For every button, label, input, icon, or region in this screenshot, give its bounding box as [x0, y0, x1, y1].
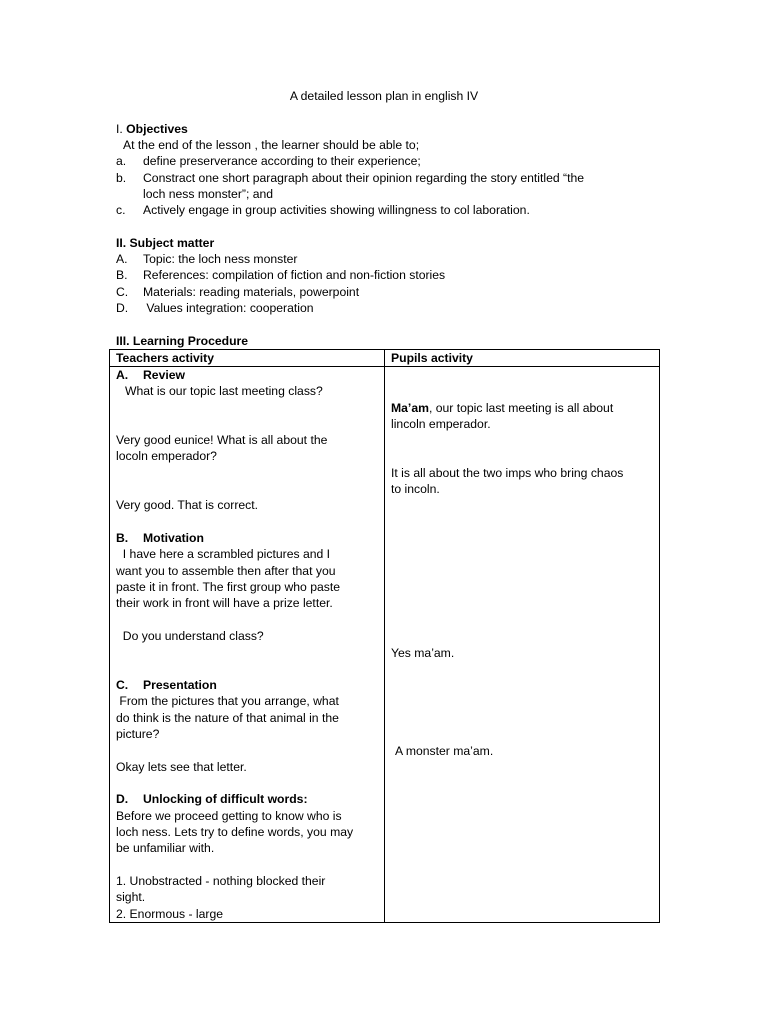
objective-text: Actively engage in group activities showing willingness to col laboration.: [143, 203, 530, 217]
unlocking-heading: Unlocking of difficult words:: [143, 792, 308, 806]
pupil-answer: to incoln.: [391, 482, 440, 496]
objective-marker: a.: [116, 154, 127, 168]
objective-text: Constract one short paragraph about their opinion regarding the story entitled “the: [143, 171, 585, 185]
teacher-text: Very good eunice! What is all about the: [116, 433, 328, 447]
vocabulary-item: 1. Unobstracted - nothing blocked their: [116, 874, 326, 888]
teacher-cell: [110, 367, 385, 923]
subject-text: Topic: the loch ness monster: [143, 252, 298, 266]
objectives-heading-text: Objectives: [126, 122, 188, 136]
teacher-column-header: Teachers activity: [116, 351, 215, 365]
unlocking-marker: D.: [116, 792, 129, 806]
teacher-text: be unfamiliar with.: [116, 841, 215, 855]
vocabulary-item: 2. Enormous - large: [116, 907, 224, 921]
pupil-answer-bold: Ma’am: [391, 401, 429, 415]
motivation-marker: B.: [116, 531, 129, 545]
objective-marker: c.: [116, 203, 126, 217]
teacher-text: their work in front will have a prize letter.: [116, 596, 333, 610]
table-header-cell: [110, 350, 385, 367]
subject-text: References: compilation of fiction and non-fiction stories: [143, 268, 446, 282]
procedure-heading: III. Learning Procedure: [116, 334, 249, 348]
presentation-heading: Presentation: [143, 678, 217, 692]
objective-text: loch ness monster”; and: [143, 187, 274, 201]
objectives-intro: At the end of the lesson , the learner should be able to;: [123, 138, 420, 152]
teacher-text: paste it in front. The first group who paste: [116, 580, 341, 594]
pupil-answer: [391, 400, 613, 416]
teacher-text: loch ness. Lets try to define words, you may: [116, 825, 354, 839]
pupil-cell: [385, 367, 660, 923]
objective-marker: b.: [116, 171, 127, 185]
pupil-answer-rest: , our topic last meeting is all about: [428, 401, 614, 415]
pupil-answer: lincoln emperador.: [391, 417, 491, 431]
teacher-text: picture?: [116, 727, 160, 741]
teacher-text: want you to assemble then after that you: [116, 564, 336, 578]
subject-marker: A.: [116, 252, 128, 266]
vocabulary-item: sight.: [116, 890, 146, 904]
subject-text: Values integration: cooperation: [143, 301, 314, 315]
objective-text: define preserverance according to their experience;: [143, 154, 421, 168]
teacher-text: From the pictures that you arrange, what: [116, 694, 339, 708]
subject-text: Materials: reading materials, powerpoint: [143, 285, 360, 299]
pupil-answer: It is all about the two imps who bring chaos: [391, 466, 624, 480]
table-body-row: [110, 367, 660, 923]
teacher-text: Do you understand class?: [116, 629, 264, 643]
pupil-answer: Yes ma’am.: [391, 646, 455, 660]
teacher-text: What is our topic last meeting class?: [125, 384, 323, 398]
motivation-heading: Motivation: [143, 531, 204, 545]
subject-heading: II. Subject matter: [116, 236, 215, 250]
subject-marker: D.: [116, 301, 129, 315]
teacher-text: I have here a scrambled pictures and I: [116, 547, 331, 561]
teacher-text: Before we proceed getting to know who is: [116, 809, 342, 823]
pupil-column-header: Pupils activity: [391, 351, 473, 365]
document-title: A detailed lesson plan in english IV: [289, 89, 479, 103]
review-marker: A.: [116, 368, 129, 382]
review-heading: Review: [143, 368, 186, 382]
objectives-prefix: I.: [116, 122, 127, 136]
subject-marker: C.: [116, 285, 129, 299]
presentation-marker: C.: [116, 678, 129, 692]
objectives-heading: [116, 121, 188, 137]
subject-marker: B.: [116, 268, 128, 282]
table-header-cell: [385, 350, 660, 367]
teacher-text: do think is the nature of that animal in the: [116, 711, 339, 725]
teacher-text: Okay lets see that letter.: [116, 760, 247, 774]
teacher-text: locoln emperador?: [116, 449, 217, 463]
teacher-text: Very good. That is correct.: [116, 498, 259, 512]
table-header-row: [110, 350, 660, 367]
pupil-answer: A monster ma’am.: [395, 744, 494, 758]
procedure-table: [109, 349, 660, 923]
